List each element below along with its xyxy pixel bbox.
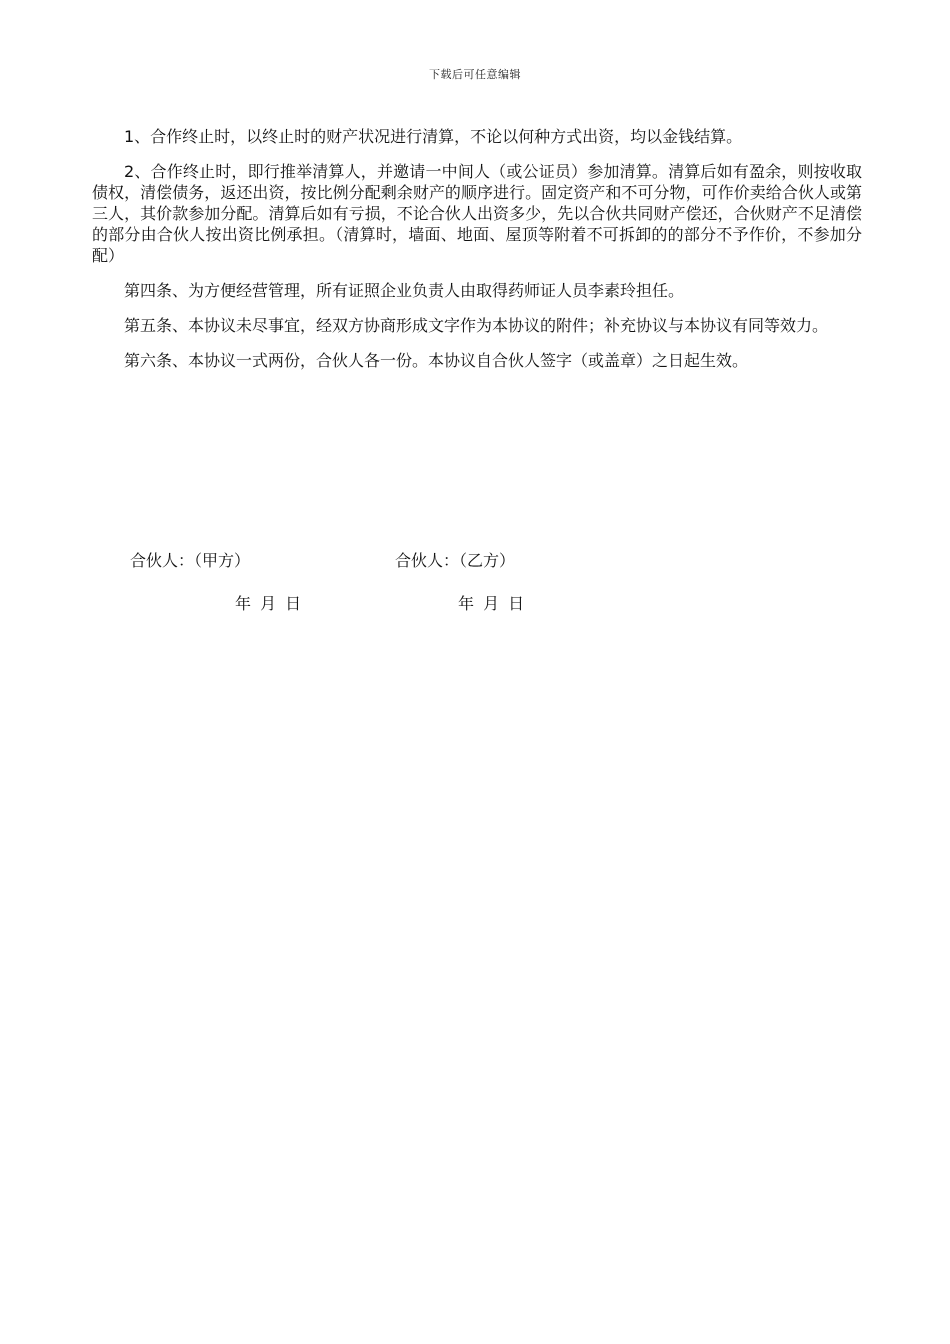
signature-row	[130, 548, 830, 572]
clause-paragraph-1: 1、合作终止时，以终止时的财产状况进行清算，不论以何种方式出资，均以金钱结算。	[124, 127, 743, 146]
party-b-signature-label: 合伙人：（乙方）	[395, 551, 516, 570]
signature-block	[130, 548, 830, 615]
article-four-paragraph: 第四条、为方便经营管理，所有证照企业负责人由取得药师证人员李素玲担任。	[124, 281, 685, 300]
article-six-paragraph: 第六条、本协议一式两份，合伙人各一份。本协议自合伙人签字（或盖章）之日起生效。	[124, 351, 749, 370]
clause-paragraph-2: 2、合作终止时，即行推举清算人，并邀请一中间人（或公证员）参加清算。清算后如有盈余，则按收取债权，清偿债务，返还出资，按比例分配剩余财产的顺序进行。固定资产和不可分物，可作价卖给合伙人或第三人，其价款参加分配。清算后如有亏损，不论合伙人出资多少，先以合伙共同财产偿还，合伙财产不足清偿的部分由合伙人按出资比例承担。（清算时，墙面、地面、屋顶等附着不可拆卸的的部分不予作价，不参加分配）	[92, 162, 862, 265]
party-a-signature-label: 合伙人：（甲方）	[130, 551, 251, 570]
page-header-note: 下载后可任意编辑	[429, 68, 521, 81]
party-a-date-label: 年 月 日	[235, 594, 304, 613]
document-body	[92, 126, 862, 385]
date-row	[130, 591, 830, 615]
party-b-date-label: 年 月 日	[458, 594, 527, 613]
article-five-paragraph: 第五条、本协议未尽事宜，经双方协商形成文字作为本协议的附件；补充协议与本协议有同等效力。	[124, 316, 829, 335]
